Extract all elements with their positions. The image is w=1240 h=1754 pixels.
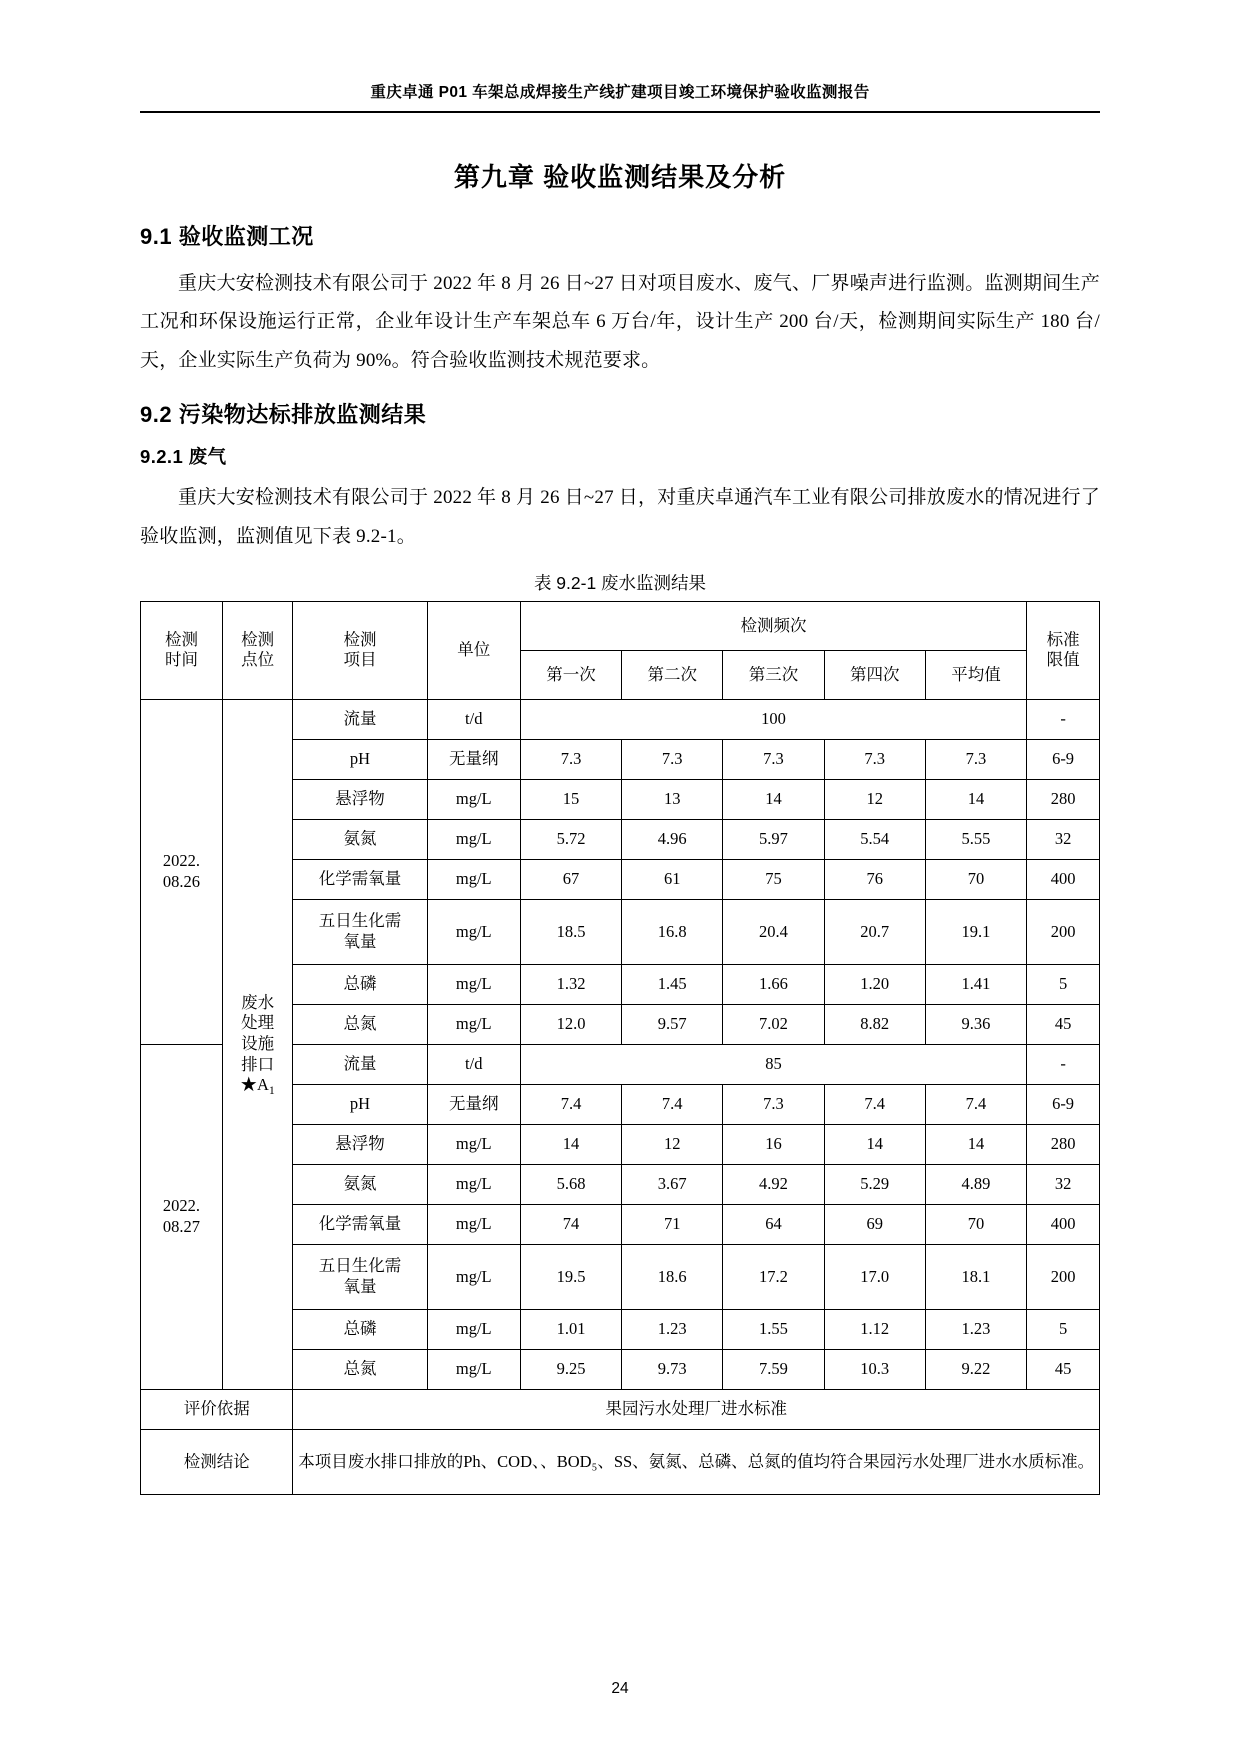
standard-limit-value: 5: [1027, 1309, 1100, 1349]
wastewater-monitoring-table: [140, 601, 1100, 1495]
average-value: 9.22: [925, 1349, 1026, 1389]
average-value: 70: [925, 859, 1026, 899]
header-freq-4: 第四次: [824, 650, 925, 699]
measured-value-1: 7.3: [520, 739, 621, 779]
item-name: 总磷: [293, 1309, 427, 1349]
item-name: pH: [293, 739, 427, 779]
table-conclusion-row: [141, 1429, 1100, 1494]
measured-value-4: 20.7: [824, 899, 925, 964]
measured-value-1: 5.68: [520, 1164, 621, 1204]
header-frequency: 检测频次: [520, 601, 1026, 650]
measured-value-2: 7.4: [622, 1084, 723, 1124]
section-heading-9-2-1: 9.2.1 废气: [140, 446, 227, 468]
measured-value-3: 4.92: [723, 1164, 824, 1204]
item-unit: mg/L: [427, 1004, 520, 1044]
measured-value-4: 1.20: [824, 964, 925, 1004]
item-unit: mg/L: [427, 1309, 520, 1349]
measured-value-2: 3.67: [622, 1164, 723, 1204]
item-name: 总磷: [293, 964, 427, 1004]
measured-value-3: 20.4: [723, 899, 824, 964]
item-unit: mg/L: [427, 1204, 520, 1244]
standard-limit-value: 45: [1027, 1349, 1100, 1389]
measured-value-1: 1.01: [520, 1309, 621, 1349]
measured-value-1: 14: [520, 1124, 621, 1164]
table-row: [141, 699, 1100, 739]
measured-value-4: 76: [824, 859, 925, 899]
header-freq-3: 第三次: [723, 650, 824, 699]
measured-value-2: 71: [622, 1204, 723, 1244]
standard-limit-value: 200: [1027, 899, 1100, 964]
detect-date-2: 2022. 08.27: [141, 1044, 223, 1389]
standard-limit-value: 200: [1027, 1244, 1100, 1309]
average-value: 1.41: [925, 964, 1026, 1004]
measured-value-2: 4.96: [622, 819, 723, 859]
standard-limit-value: 45: [1027, 1004, 1100, 1044]
table-caption: 表 9.2-1 废水监测结果: [533, 572, 707, 593]
measured-value-1: 9.25: [520, 1349, 621, 1389]
item-unit: t/d: [427, 1044, 520, 1084]
measured-value-4: 10.3: [824, 1349, 925, 1389]
basis-label: 评价依据: [141, 1389, 293, 1429]
item-unit: mg/L: [427, 899, 520, 964]
paragraph-9-2-1: 重庆大安检测技术有限公司于 2022 年 8 月 26 日~27 日，对重庆卓通汽车工业有限公司排放废水的情况进行了验收监测，监测值见下表 9.2-1。: [140, 487, 1100, 547]
measured-value-1: 67: [520, 859, 621, 899]
item-name: 总氮: [293, 1349, 427, 1389]
measured-value-4: 69: [824, 1204, 925, 1244]
item-name: 悬浮物: [293, 779, 427, 819]
header-standard-limit: 标准 限值: [1027, 601, 1100, 699]
standard-limit-value: -: [1027, 699, 1100, 739]
header-average: 平均值: [925, 650, 1026, 699]
measured-value-2: 1.23: [622, 1309, 723, 1349]
table-header-row-1: [141, 601, 1100, 650]
average-value: 7.4: [925, 1084, 1026, 1124]
measured-value-2: 1.45: [622, 964, 723, 1004]
measured-value-1: 19.5: [520, 1244, 621, 1309]
measured-value-3: 1.66: [723, 964, 824, 1004]
standard-limit-value: -: [1027, 1044, 1100, 1084]
header-freq-2: 第二次: [622, 650, 723, 699]
measured-value-3: 17.2: [723, 1244, 824, 1309]
item-unit: mg/L: [427, 1244, 520, 1309]
measured-value-4: 5.54: [824, 819, 925, 859]
measured-value-3: 16: [723, 1124, 824, 1164]
measured-value-2: 12: [622, 1124, 723, 1164]
average-value: 1.23: [925, 1309, 1026, 1349]
measured-value-3: 7.02: [723, 1004, 824, 1044]
item-name: 氨氮: [293, 819, 427, 859]
average-value: 5.55: [925, 819, 1026, 859]
measured-value-3: 7.3: [723, 1084, 824, 1124]
detect-point-label: 废水 处理 设施 排口 $★A_1$: [222, 699, 293, 1389]
item-name: 悬浮物: [293, 1124, 427, 1164]
average-value: 4.89: [925, 1164, 1026, 1204]
standard-limit-value: 32: [1027, 1164, 1100, 1204]
page-number: 24: [611, 1680, 629, 1697]
measured-value-3: 75: [723, 859, 824, 899]
item-unit: 无量纲: [427, 739, 520, 779]
measured-value-4: 12: [824, 779, 925, 819]
standard-limit-value: 280: [1027, 1124, 1100, 1164]
item-unit: mg/L: [427, 779, 520, 819]
measured-value-4: 14: [824, 1124, 925, 1164]
average-value: 18.1: [925, 1244, 1026, 1309]
measured-value-1: 15: [520, 779, 621, 819]
standard-limit-value: 280: [1027, 779, 1100, 819]
item-name: pH: [293, 1084, 427, 1124]
header-detect-item: 检测 项目: [293, 601, 427, 699]
table-basis-row: [141, 1389, 1100, 1429]
standard-limit-value: 32: [1027, 819, 1100, 859]
item-unit: mg/L: [427, 1349, 520, 1389]
item-name: 总氮: [293, 1004, 427, 1044]
item-unit: mg/L: [427, 1164, 520, 1204]
average-value: 19.1: [925, 899, 1026, 964]
measured-value-merged: 100: [520, 699, 1026, 739]
standard-limit-value: 400: [1027, 859, 1100, 899]
item-unit: 无量纲: [427, 1084, 520, 1124]
detect-date-1: 2022. 08.26: [141, 699, 223, 1044]
measured-value-1: 1.32: [520, 964, 621, 1004]
item-unit: mg/L: [427, 1124, 520, 1164]
measured-value-3: 7.3: [723, 739, 824, 779]
average-value: 70: [925, 1204, 1026, 1244]
item-name: 化学需氧量: [293, 859, 427, 899]
item-unit: mg/L: [427, 859, 520, 899]
measured-value-4: 5.29: [824, 1164, 925, 1204]
measured-value-3: 14: [723, 779, 824, 819]
measured-value-3: 64: [723, 1204, 824, 1244]
measured-value-1: 12.0: [520, 1004, 621, 1044]
header-detect-time: 检测 时间: [141, 601, 223, 699]
item-name: 流量: [293, 699, 427, 739]
measured-value-2: 9.57: [622, 1004, 723, 1044]
measured-value-4: 7.4: [824, 1084, 925, 1124]
item-name: 五日生化需 氧量: [293, 1244, 427, 1309]
measured-value-merged: 85: [520, 1044, 1026, 1084]
measured-value-2: 13: [622, 779, 723, 819]
header-unit: 单位: [427, 601, 520, 699]
item-name: 化学需氧量: [293, 1204, 427, 1244]
average-value: 7.3: [925, 739, 1026, 779]
header-freq-1: 第一次: [520, 650, 621, 699]
measured-value-2: 61: [622, 859, 723, 899]
measured-value-3: 5.97: [723, 819, 824, 859]
measured-value-2: 7.3: [622, 739, 723, 779]
measured-value-4: 17.0: [824, 1244, 925, 1309]
header-detect-point: 检测 点位: [222, 601, 293, 699]
measured-value-3: 7.59: [723, 1349, 824, 1389]
conclusion-value: 本项目废水排口排放的Ph、COD、、BOD₅、SS、氨氮、总磷、总氮的值均符合果园污水处理厂进水水质标准。: [293, 1429, 1100, 1494]
average-value: 14: [925, 779, 1026, 819]
header-rule: [140, 111, 1100, 113]
average-value: 14: [925, 1124, 1026, 1164]
standard-limit-value: 5: [1027, 964, 1100, 1004]
basis-value: 果园污水处理厂进水标准: [293, 1389, 1100, 1429]
standard-limit-value: 400: [1027, 1204, 1100, 1244]
section-heading-9-1: 9.1 验收监测工况: [140, 224, 314, 249]
chapter-title: 第九章 验收监测结果及分析: [453, 162, 787, 192]
measured-value-4: 7.3: [824, 739, 925, 779]
item-unit: t/d: [427, 699, 520, 739]
measured-value-4: 8.82: [824, 1004, 925, 1044]
measured-value-1: 7.4: [520, 1084, 621, 1124]
item-name: 氨氮: [293, 1164, 427, 1204]
measured-value-2: 18.6: [622, 1244, 723, 1309]
measured-value-2: 16.8: [622, 899, 723, 964]
item-unit: mg/L: [427, 819, 520, 859]
item-name: 五日生化需 氧量: [293, 899, 427, 964]
paragraph-9-1: 重庆大安检测技术有限公司于 2022 年 8 月 26 日~27 日对项目废水、废气、厂界噪声进行监测。监测期间生产工况和环保设施运行正常，企业年设计生产车架总车 6 万台/年，设计生产 200 台/天，检测期间实际生产 180 台/天，企业实际生产负荷为 90%。符合验收监测技术规范要求。: [140, 273, 1100, 371]
standard-limit-value: 6-9: [1027, 739, 1100, 779]
measured-value-4: 1.12: [824, 1309, 925, 1349]
section-heading-9-2: 9.2 污染物达标排放监测结果: [140, 402, 427, 428]
measured-value-3: 1.55: [723, 1309, 824, 1349]
average-value: 9.36: [925, 1004, 1026, 1044]
measured-value-1: 74: [520, 1204, 621, 1244]
measured-value-1: 18.5: [520, 899, 621, 964]
conclusion-label: 检测结论: [141, 1429, 293, 1494]
standard-limit-value: 6-9: [1027, 1084, 1100, 1124]
running-header: 重庆卓通 P01 车架总成焊接生产线扩建项目竣工环境保护验收监测报告: [370, 84, 870, 101]
item-name: 流量: [293, 1044, 427, 1084]
measured-value-1: 5.72: [520, 819, 621, 859]
item-unit: mg/L: [427, 964, 520, 1004]
measured-value-2: 9.73: [622, 1349, 723, 1389]
